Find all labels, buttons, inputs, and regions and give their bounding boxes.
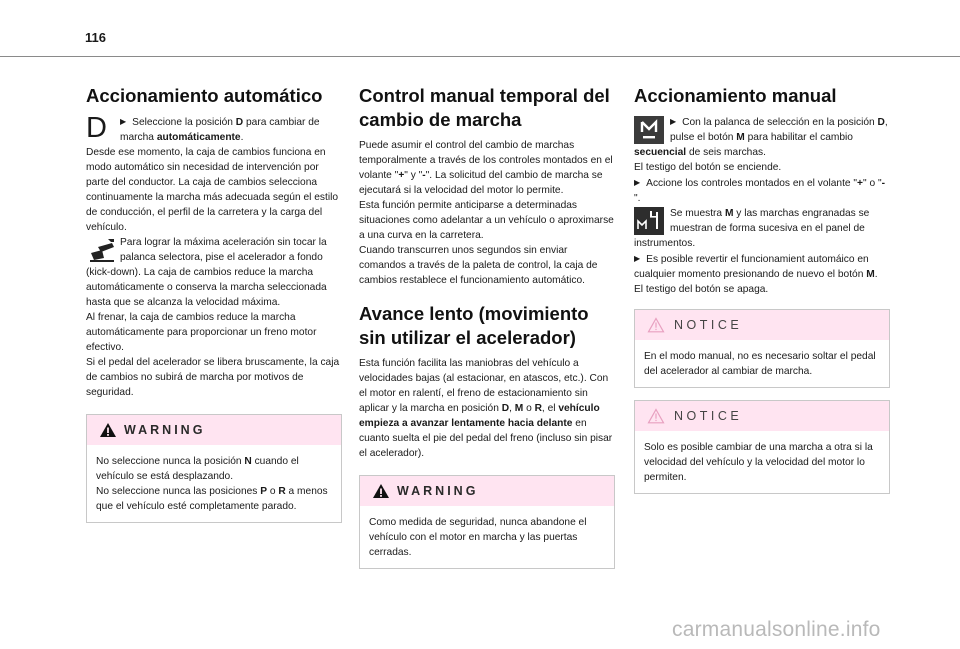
warning-triangle-icon bbox=[372, 483, 390, 499]
d-position-icon: D bbox=[86, 112, 107, 144]
warning-body bbox=[87, 445, 341, 522]
section-title-manual: Accionamiento manual bbox=[634, 85, 837, 106]
section-title-temporary-manual: Control manual temporal del cambio de marcha bbox=[359, 85, 610, 130]
warning-body bbox=[360, 506, 614, 568]
manual-gear-indicator-icon bbox=[634, 207, 664, 235]
bullet-triangle-icon: ▶ bbox=[670, 117, 677, 126]
notice-header bbox=[635, 310, 889, 340]
m-button-icon bbox=[634, 116, 664, 144]
notice-triangle-icon bbox=[647, 408, 665, 424]
kick-down-pedal-icon bbox=[86, 236, 120, 264]
column-temporary-manual bbox=[359, 84, 615, 569]
notice-box-1 bbox=[634, 309, 890, 388]
watermark[interactable]: carmanualsonline.info bbox=[672, 618, 881, 641]
manual-step-1: ▶ Con la palanca de selección en la posición D, pulse el botón M para habilitar el cambio secuencial de seis marchas. bbox=[634, 114, 890, 160]
warning-text-2: No seleccione nunca las posiciones P o R a menos que el vehículo esté completamente parado. bbox=[96, 486, 328, 512]
top-divider bbox=[0, 56, 960, 57]
bullet-triangle-icon: ▶ bbox=[634, 254, 641, 263]
notice-body bbox=[635, 431, 889, 493]
warning-title: WARNING bbox=[397, 484, 479, 498]
auto-paragraph-4: Si el pedal del acelerador se libera bruscamente, la caja de cambios no subirá de marcha por motivos de seguridad. bbox=[86, 357, 340, 398]
manual-note-2: El testigo del botón se apaga. bbox=[634, 284, 769, 295]
warning-header bbox=[360, 476, 614, 506]
warning-header bbox=[87, 415, 341, 445]
manual-note-1: El testigo del botón se enciende. bbox=[634, 162, 782, 173]
warning-title: WARNING bbox=[124, 423, 206, 437]
notice-text: Solo es posible cambiar de una marcha a otra si la velocidad del vehículo y la velocidad del motor lo permiten. bbox=[644, 442, 873, 483]
notice-box-2 bbox=[634, 400, 890, 494]
temp-paragraph-3: Cuando transcurren unos segundos sin enviar comandos a través de la paleta de control, la caja de cambios restablece el funcionamiento automático. bbox=[359, 245, 598, 286]
page-number: 116 bbox=[85, 30, 106, 45]
warning-box-creep bbox=[359, 475, 615, 569]
warning-text: Como medida de seguridad, nunca abandone el vehículo con el motor en marcha y las puertas cerradas. bbox=[369, 517, 587, 558]
auto-paragraph-3: Al frenar, la caja de cambios reduce la marcha automáticamente para proporcionar un freno motor efectivo. bbox=[86, 312, 317, 353]
manual-step-3: ▶ Es posible revertir el funcionamient automáico en cualquier momento presionando de nuevo el botón M. bbox=[634, 251, 890, 282]
section-title-creep: Avance lento (movimiento sin utilizar el acelerador) bbox=[359, 303, 589, 348]
notice-triangle-icon bbox=[647, 317, 665, 333]
notice-header bbox=[635, 401, 889, 431]
warning-text-1: No seleccione nunca la posición N cuando el vehículo se está desplazando. bbox=[96, 456, 299, 482]
manual-display-text: Se muestra M y las marchas engranadas se muestran de forma sucesiva en el panel de instrumentos. bbox=[634, 208, 870, 249]
warning-triangle-icon bbox=[99, 422, 117, 438]
notice-body bbox=[635, 340, 889, 387]
auto-step: ▶ Seleccione la posición D para cambiar de marcha automáticamente. bbox=[86, 114, 342, 145]
auto-paragraph-1: Desde ese momento, la caja de cambios funciona en modo automático sin necesidad de intervención por parte del conductor. La caja de cambios selecciona continuamente la marcha más adecuada según el estilo de conducción, el perfil de la carretera y la carga del vehículo. bbox=[86, 147, 339, 233]
column-automatic bbox=[86, 84, 342, 523]
manual-step-2: ▶ Accione los controles montados en el volante "+" o "-". bbox=[634, 175, 890, 206]
notice-title: NOTICE bbox=[674, 409, 743, 423]
bullet-triangle-icon: ▶ bbox=[634, 178, 641, 187]
temp-paragraph-2: Esta función permite anticiparse a determinadas situaciones como adelantar a un vehículo o aproximarse a una curva en la carretera. bbox=[359, 200, 614, 241]
warning-box-automatic bbox=[86, 414, 342, 523]
auto-paragraph-2: Para lograr la máxima aceleración sin tocar la palanca selectora, pise el acelerador a fondo (kick-down). La caja de cambios reduce la marcha automáticamente o conserva la marcha seleccionada hasta que se alcanza la velocidad máxima. bbox=[86, 237, 327, 308]
notice-title: NOTICE bbox=[674, 318, 743, 332]
bullet-triangle-icon: ▶ bbox=[120, 117, 127, 126]
notice-text: En el modo manual, no es necesario soltar el pedal del acelerador al cambiar de marcha. bbox=[644, 351, 876, 377]
creep-paragraph: Esta función facilita las maniobras del vehículo a velocidades bajas (al estacionar, en atascos, etc.). Con el motor en ralentí, el freno de estacionamiento sin aplicar y la marcha en posición D, M o R, el vehículo empieza a avanzar lentamente hacia delante en cuanto suelta el pie del pedal del freno (incluso sin pisar el acelerador). bbox=[359, 358, 613, 459]
temp-paragraph-1: Puede asumir el control del cambio de marchas temporalmente a través de los controles montados en el volante "+" y "-". La solicitud del cambio de marcha se ejecutará si la velocidad del motor lo permite. bbox=[359, 140, 613, 196]
column-manual bbox=[634, 84, 890, 494]
section-title-automatic: Accionamiento automático bbox=[86, 85, 323, 106]
